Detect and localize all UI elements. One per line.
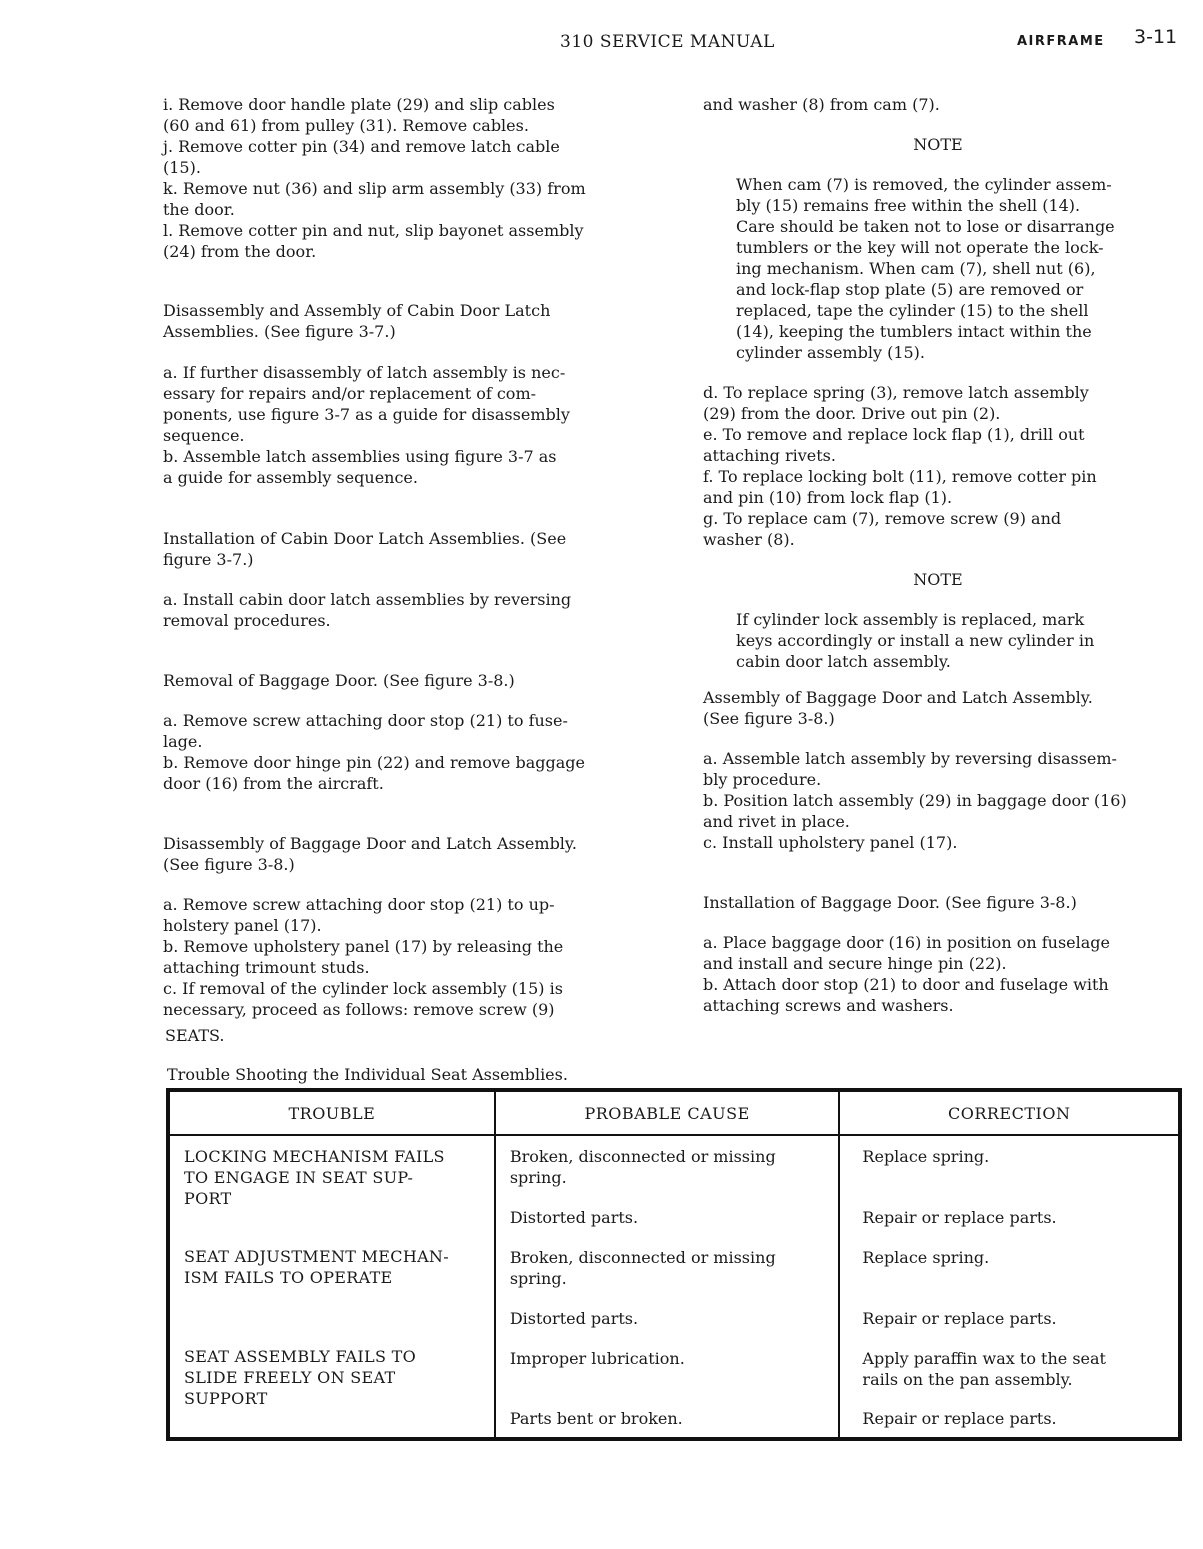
note-title: NOTE [913, 570, 963, 589]
note-body-cylinder: When cam (7) is removed, the cylinder assem- bly (15) remains free within the shell (14). Care should be taken not to lose or disarrange tumblers or the key will not operate the lock- ing mechanism. When cam (7), shell nut (6), and lock-flap stop plate (5) are removed or replaced, tape the cylinder (15) to the shell (14), keeping the tumblers intact within the cylinder assembly (15). [736, 175, 1115, 362]
section-name: AIRFRAME [1017, 34, 1105, 49]
left-column [163, 94, 653, 1020]
seats-heading: SEATS. [165, 1026, 225, 1045]
door-handle-steps: i. Remove door handle plate (29) and slip cables (60 and 61) from pulley (31). Remove cables. j. Remove cotter pin (34) and remove latch cable (15). k. Remove nut (36) and slip arm assembly (33) from the door. l. Remove cotter pin and nut, slip bayonet assembly (24) from the door. [163, 95, 586, 261]
cause-text: Distorted parts. [509, 1208, 639, 1227]
cause-text: Broken, disconnected or missing spring. [509, 1248, 776, 1288]
trouble-text: SEAT ADJUSTMENT MECHAN- ISM FAILS TO OPERATE [184, 1247, 449, 1287]
trouble-cell [168, 1135, 495, 1439]
note-body-keys: If cylinder lock assembly is replaced, mark keys accordingly or install a new cylinder in cabin door latch assembly. [736, 610, 1095, 671]
latch-disassembly-steps: a. If further disassembly of latch assembly is nec- essary for repairs and/or replacement of com- ponents, use figure 3-7 as a guide for disassembly sequence. b. Assemble latch assemblies using figure 3-7 as a guide for assembly sequence. [163, 363, 570, 487]
trouble-text: LOCKING MECHANISM FAILS TO ENGAGE IN SEAT SUP- PORT [184, 1147, 445, 1208]
correction-cell [839, 1135, 1180, 1439]
heading-baggage-disassembly: Disassembly of Baggage Door and Latch Assembly. (See figure 3-8.) [163, 834, 577, 874]
heading-latch-disassembly: Disassembly and Assembly of Cabin Door Latch Assemblies. (See figure 3-7.) [163, 301, 551, 341]
cam-removal-continued: and washer (8) from cam (7). [703, 95, 940, 114]
correction-text: Repair or replace parts. [862, 1208, 1057, 1227]
troubleshooting-table [166, 1088, 1182, 1441]
baggage-disassembly-steps: a. Remove screw attaching door stop (21) to up- holstery panel (17). b. Remove upholstery panel (17) by releasing the attaching trimount studs. c. If removal of the cylinder lock assembly (15) is necessary, proceed as follows: remove screw (9) [163, 895, 564, 1019]
lock-replacement-steps: d. To replace spring (3), remove latch assembly (29) from the door. Drive out pin (2). e. To remove and replace lock flap (1), drill out attaching rivets. f. To replace locking bolt (11), remove cotter pin and pin (10) from lock flap (1). g. To replace cam (7), remove screw (9) and washer (8). [703, 383, 1097, 549]
header-trouble: TROUBLE [168, 1090, 495, 1135]
correction-text: Replace spring. [862, 1147, 990, 1166]
correction-text: Repair or replace parts. [862, 1309, 1057, 1328]
baggage-installation-steps: a. Place baggage door (16) in position on fuselage and install and secure hinge pin (22). b. Attach door stop (21) to door and fuselage with attaching screws and washers. [703, 933, 1110, 1015]
correction-text: Replace spring. [862, 1248, 990, 1267]
latch-installation-steps: a. Install cabin door latch assemblies by reversing removal procedures. [163, 590, 572, 630]
correction-text: Apply paraffin wax to the seat rails on the pan assembly. [862, 1349, 1106, 1389]
header-correction: CORRECTION [839, 1090, 1180, 1135]
troubleshooting-title: Trouble Shooting the Individual Seat Assemblies. [167, 1065, 568, 1084]
right-column [703, 94, 1173, 1016]
cause-text: Distorted parts. [509, 1309, 639, 1328]
heading-baggage-door-removal: Removal of Baggage Door. (See figure 3-8.) [163, 671, 515, 690]
cause-text: Parts bent or broken. [509, 1409, 683, 1428]
cause-cell [495, 1135, 840, 1439]
heading-baggage-assembly: Assembly of Baggage Door and Latch Assembly. (See figure 3-8.) [703, 688, 1093, 728]
baggage-door-removal-steps: a. Remove screw attaching door stop (21) to fuse- lage. b. Remove door hinge pin (22) and remove baggage door (16) from the aircraft. [163, 711, 585, 793]
page-number: 3-11 [1134, 26, 1178, 48]
table-header-row [168, 1090, 1180, 1135]
manual-title: 310 SERVICE MANUAL [560, 32, 775, 52]
cause-text: Broken, disconnected or missing spring. [509, 1147, 776, 1187]
baggage-assembly-steps: a. Assemble latch assembly by reversing disassem- bly procedure. b. Position latch assembly (29) in baggage door (16) and rivet in place. c. Install upholstery panel (17). [703, 749, 1127, 852]
header-probable-cause: PROBABLE CAUSE [495, 1090, 840, 1135]
table-row [168, 1135, 1180, 1439]
heading-baggage-installation: Installation of Baggage Door. (See figure 3-8.) [703, 893, 1077, 912]
trouble-text: SEAT ASSEMBLY FAILS TO SLIDE FREELY ON SEAT SUPPORT [184, 1347, 416, 1408]
heading-latch-installation: Installation of Cabin Door Latch Assemblies. (See figure 3-7.) [163, 529, 567, 569]
correction-text: Repair or replace parts. [862, 1409, 1057, 1428]
cause-text: Improper lubrication. [509, 1349, 685, 1368]
note-title: NOTE [913, 135, 963, 154]
